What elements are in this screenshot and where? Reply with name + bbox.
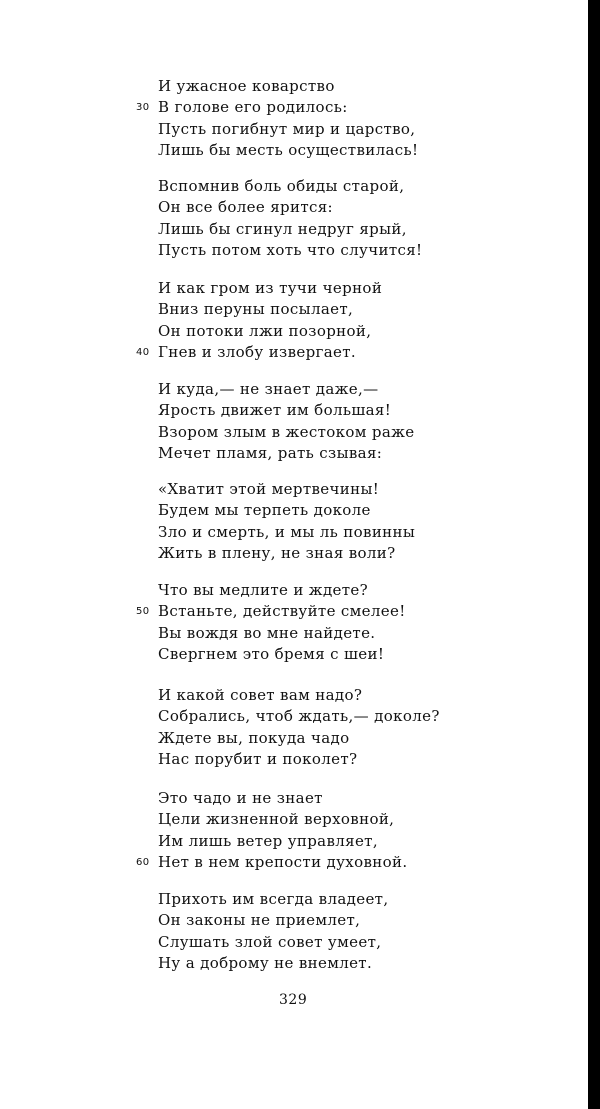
verse-text: И как гром из тучи черной <box>158 279 383 297</box>
verse-line <box>158 321 458 342</box>
verse-line <box>158 443 458 464</box>
verse-line <box>158 889 458 910</box>
verse-text: Что вы медлите и ждете? <box>158 581 369 599</box>
verse-text: Прихоть им всегда владеет, <box>158 890 389 908</box>
verse-text: Нет в нем крепости духовной. <box>158 852 408 871</box>
verse-line <box>158 119 458 140</box>
verse-line <box>158 543 458 564</box>
verse-text: Ярость движет им большая! <box>158 401 392 420</box>
verse-line <box>158 910 458 931</box>
verse-text: Слушать злой совет умеет, <box>158 932 382 951</box>
verse-text: Это чадо и не знает <box>158 789 323 807</box>
verse-line <box>158 240 458 261</box>
line-number: 60 <box>136 856 150 868</box>
verse-line <box>158 299 458 320</box>
verse-line <box>158 685 458 706</box>
scan-edge <box>588 0 600 1109</box>
verse-text: Он законы не приемлет, <box>158 911 361 930</box>
verse-text: Будем мы терпеть доколе <box>158 501 371 520</box>
verse-line <box>158 728 458 749</box>
verse-text: В голове его родилось: <box>158 98 348 117</box>
stanza <box>158 685 458 770</box>
verse-line <box>158 749 458 770</box>
verse-line <box>158 580 458 601</box>
verse-text: Собрались, чтоб ждать,— доколе? <box>158 707 440 726</box>
verse-text: Жить в плену, не зная воли? <box>158 543 396 562</box>
verse-line <box>158 479 458 500</box>
stanza <box>158 379 458 464</box>
verse-line <box>158 932 458 953</box>
verse-text: Лишь бы месть осуществилась! <box>158 140 419 159</box>
verse-line <box>158 623 458 644</box>
line-number: 50 <box>136 606 150 618</box>
line-number: 40 <box>136 346 150 358</box>
verse-text: Он все более ярится: <box>158 198 333 217</box>
verse-line <box>158 422 458 443</box>
verse-line <box>158 379 458 400</box>
verse-line <box>158 788 458 809</box>
verse-text: Гнев и злобу извергает. <box>158 342 357 361</box>
verse-text: Мечет пламя, рать сзывая: <box>158 443 383 462</box>
stanza <box>158 889 458 974</box>
verse-text: Лишь бы сгинул недруг ярый, <box>158 219 407 238</box>
verse-text: Свергнем это бремя с шеи! <box>158 644 385 663</box>
verse-text: Вы вождя во мне найдете. <box>158 623 376 642</box>
verse-text: И куда,— не знает даже,— <box>158 380 379 398</box>
verse-line <box>158 500 458 521</box>
verse-line <box>158 831 458 852</box>
verse-text: Им лишь ветер управляет, <box>158 831 378 850</box>
verse-line <box>158 953 458 974</box>
verse-text: И какой совет вам надо? <box>158 686 363 704</box>
verse-text: Встаньте, действуйте смелее! <box>158 602 406 621</box>
stanza <box>136 76 458 161</box>
line-number: 30 <box>136 102 150 114</box>
verse-line <box>158 278 458 299</box>
verse-text: «Хватит этой мертвечины! <box>158 480 380 498</box>
verse-text: Взором злым в жестоком раже <box>158 422 415 441</box>
stanza <box>136 788 458 873</box>
verse-line <box>158 76 458 97</box>
verse-line <box>158 219 458 240</box>
stanza <box>158 479 458 564</box>
verse-line <box>158 400 458 421</box>
verse-text: Цели жизненной верховной, <box>158 810 395 829</box>
verse-line <box>158 809 458 830</box>
verse-text: Ну а доброму не внемлет. <box>158 953 373 972</box>
page-number: 329 <box>279 992 308 1008</box>
stanza <box>136 278 458 363</box>
verse-text: Нас порубит и поколет? <box>158 749 358 768</box>
verse-text: Пусть погибнут мир и царство, <box>158 119 416 138</box>
verse-line <box>158 176 458 197</box>
verse-line <box>158 644 458 665</box>
verse-line <box>158 197 458 218</box>
verse-text: И ужасное коварство <box>158 77 335 95</box>
verse-text: Вниз перуны посылает, <box>158 300 354 319</box>
verse-text: Ждете вы, покуда чадо <box>158 728 350 747</box>
verse-line <box>158 706 458 727</box>
verse-line <box>136 342 458 363</box>
verse-text: Зло и смерть, и мы ль повинны <box>158 522 416 541</box>
verse-text: Пусть потом хоть что случится! <box>158 240 423 259</box>
verse-text: Вспомнив боль обиды старой, <box>158 177 405 195</box>
verse-text: Он потоки лжи позорной, <box>158 321 372 340</box>
verse-line <box>158 140 458 161</box>
verse-line <box>158 522 458 543</box>
stanza <box>158 176 458 261</box>
stanza <box>136 580 458 665</box>
verse-line <box>136 852 458 873</box>
verse-line <box>136 601 458 622</box>
verse-line <box>136 97 458 118</box>
